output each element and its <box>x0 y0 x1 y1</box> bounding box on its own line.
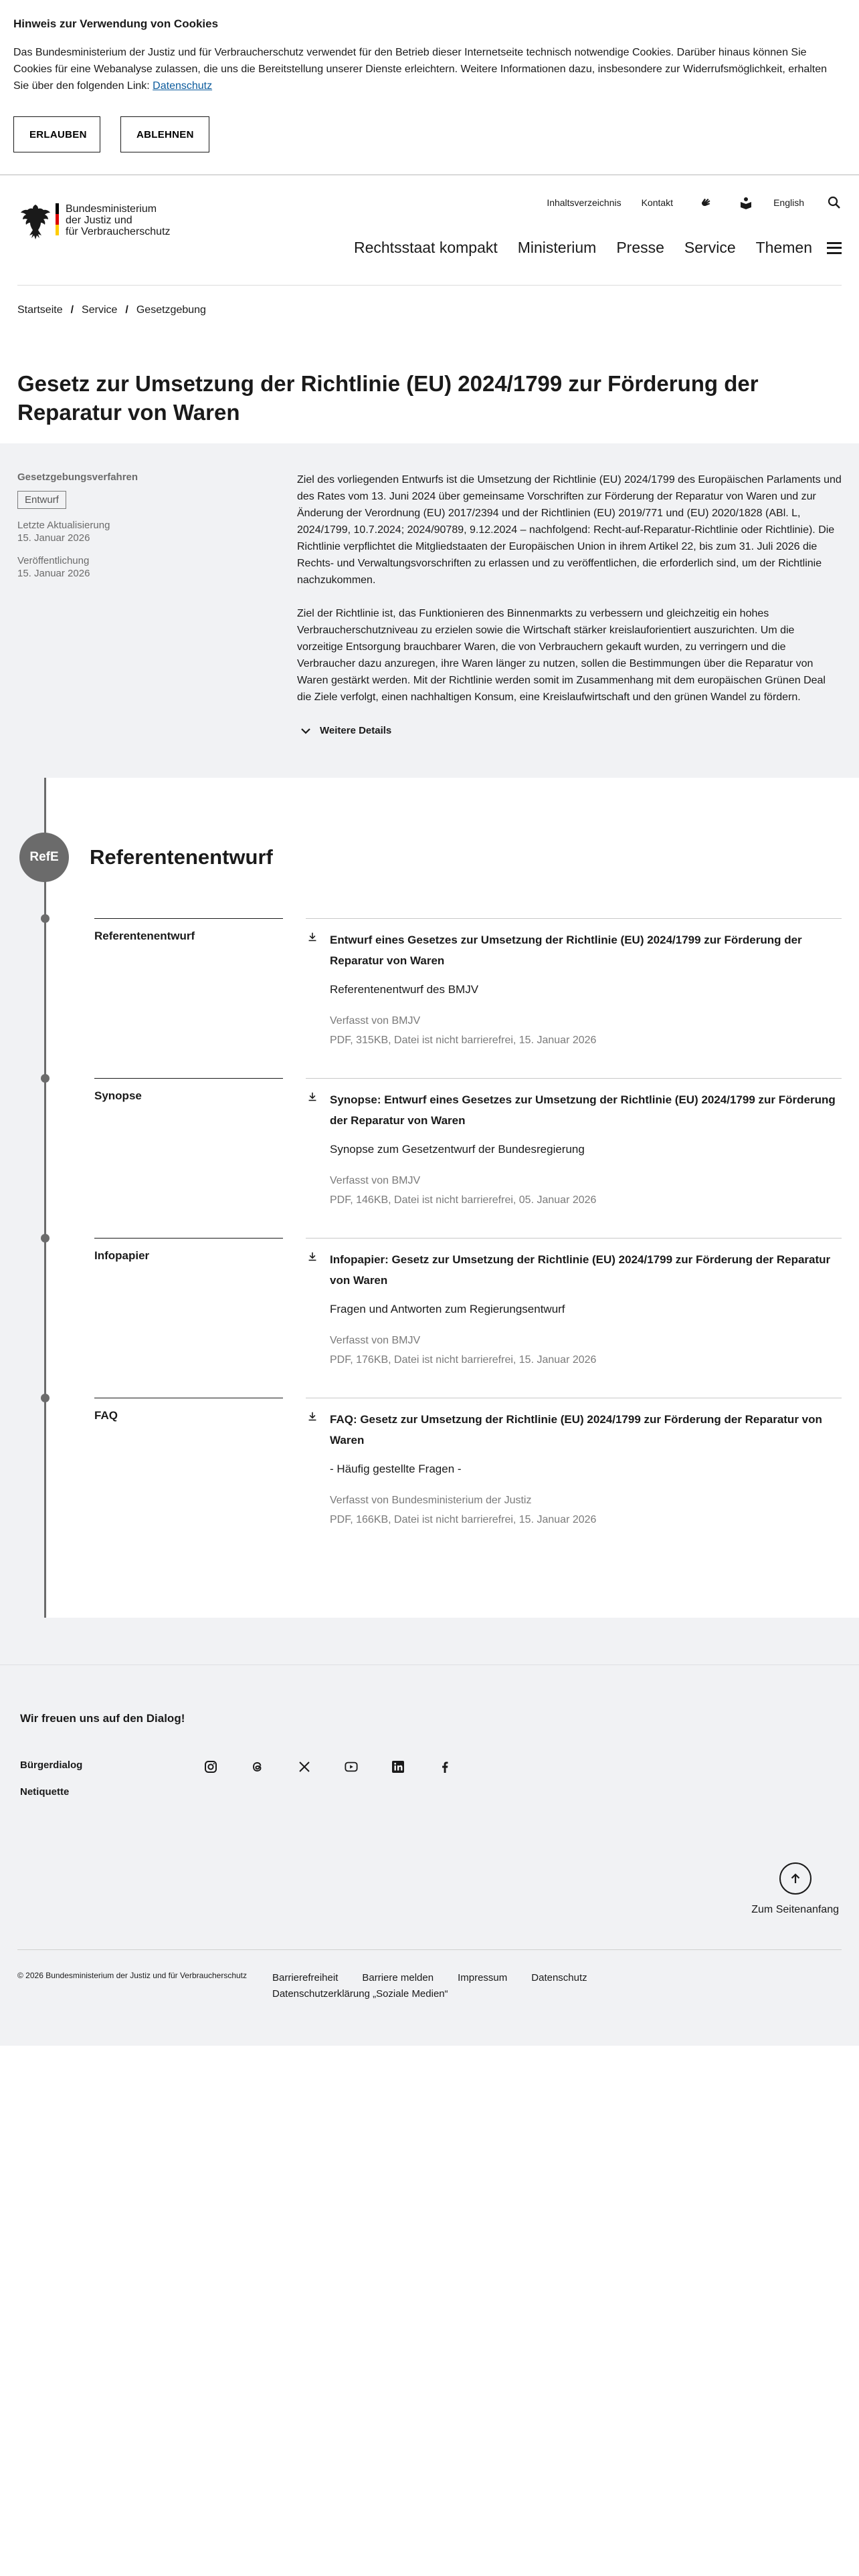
document-description: Referentenentwurf des BMJV <box>330 983 479 996</box>
social-media-links <box>204 1760 452 1806</box>
footer-link-datenschutz[interactable]: Datenschutz <box>531 1972 587 1983</box>
cookie-text: Das Bundesministerium der Justiz und für Verbraucherschutz verwendet für den Betrieb dieser Internetseite technisch notwendige Cookies. Darüber hinaus können Sie Cookies für eine Webanalyse zulassen, die uns die Bereitstellung unserer Dienste erleichtern. Weitere Informationen dazu, insbesondere zur Widerrufsmöglichkeit, erhalten Sie über den folgenden Link: Datenschutz <box>13 47 828 92</box>
site-footer <box>0 1665 859 2046</box>
timeline-dot <box>41 1234 50 1243</box>
meta-link-kontakt[interactable]: Kontakt <box>641 197 674 208</box>
document-entry <box>94 918 859 1078</box>
arrow-up-icon <box>779 1862 812 1895</box>
stage-badge: RefE <box>19 833 69 882</box>
description-paragraph-2: Ziel der Richtlinie ist, das Funktionieren des Binnenmarkts zu verbessern und gleichzeitig ein hohes Verbraucherschutzniveau zu erzielen sowie die Wirtschaft stärker kreislauforientiert auszurichten. Um die vorzeitige Entsorgung brauchbarer Waren, die von Verbrauchern gekauft wurden, zu verringern und die Verbraucher dazu anzuregen, ihre Waren länger zu nutzen, sollen die Bestimmungen über die Reparatur von Waren gestärkt werden. Mit der Richtlinie werden somit im Zusammenhang mit dem europäischen Grünen Deal die Ziele verfolgt, einen nachhaltigen Konsum, eine Kreislaufwirtschaft und den grünen Wandel zu fördern. <box>297 608 826 703</box>
document-description: - Häufig gestellte Fragen - <box>330 1463 462 1475</box>
cookie-title: Hinweis zur Verwendung von Cookies <box>13 17 219 30</box>
footer-link-social-media-privacy[interactable]: Datenschutzerklärung „Soziale Medien“ <box>272 1988 448 2000</box>
document-file-info: PDF, 166KB, Datei ist nicht barrierefrei, 15. Januar 2026 <box>330 1514 597 1525</box>
menu-icon[interactable] <box>827 242 842 254</box>
privacy-link[interactable]: Datenschutz <box>153 80 213 92</box>
language-switch-english[interactable]: English <box>773 197 804 208</box>
meta-navigation <box>527 195 842 210</box>
document-title: FAQ: Gesetz zur Umsetzung der Richtlinie (EU) 2024/1799 zur Förderung der Reparatur von Waren <box>330 1413 822 1446</box>
footer-dialog-links <box>20 1752 204 1806</box>
nav-presse[interactable]: Presse <box>616 239 664 256</box>
published-date: 15. Januar 2026 <box>17 568 90 579</box>
facebook-icon[interactable] <box>438 1760 452 1806</box>
document-entry <box>94 1078 859 1238</box>
sign-language-icon[interactable] <box>698 195 713 210</box>
document-download-link[interactable] <box>306 918 842 1078</box>
document-type: Synopse <box>94 1078 283 1238</box>
document-author: Verfasst von BMJV <box>330 1175 421 1186</box>
accept-cookies-button[interactable]: ERLAUBEN <box>13 116 100 152</box>
footer-link-netiquette[interactable]: Netiquette <box>20 1786 70 1798</box>
document-type: Referentenentwurf <box>94 918 283 1078</box>
published-label: Veröffentlichung <box>17 555 90 566</box>
document-download-link[interactable] <box>306 1078 842 1238</box>
site-header <box>17 175 842 286</box>
copyright: © 2026 Bundesministerium der Justiz und für Verbraucherschutz <box>17 1971 248 1980</box>
document-download-link[interactable] <box>306 1398 842 1558</box>
nav-themen[interactable]: Themen <box>755 239 812 256</box>
document-author: Verfasst von BMJV <box>330 1335 421 1346</box>
timeline <box>29 778 859 1618</box>
chevron-down-icon <box>301 728 310 734</box>
status-badge: Entwurf <box>17 491 66 509</box>
document-entry <box>94 1238 859 1398</box>
legal-links <box>272 1970 674 2002</box>
federal-eagle-icon <box>19 202 54 241</box>
document-entry <box>94 1398 859 1558</box>
threads-icon[interactable] <box>251 1760 264 1806</box>
procedure-info <box>0 443 859 778</box>
procedure-description <box>297 471 842 751</box>
timeline-section <box>0 778 859 1665</box>
footer-bottom <box>17 1949 842 2002</box>
meta-link-inhaltsverzeichnis[interactable]: Inhaltsverzeichnis <box>547 197 622 208</box>
download-icon <box>306 930 319 942</box>
download-icon <box>306 1089 319 1101</box>
page-title: Gesetz zur Umsetzung der Richtlinie (EU) 2024/1799 zur Förderung der Reparatur von Waren <box>17 371 759 425</box>
back-to-top-button[interactable]: Zum Seitenanfang <box>751 1862 839 1916</box>
nav-service[interactable]: Service <box>684 239 736 256</box>
document-download-link[interactable] <box>306 1238 842 1398</box>
download-icon <box>306 1249 319 1261</box>
footer-link-buergerdialog[interactable]: Bürgerdialog <box>20 1759 83 1771</box>
youtube-icon[interactable] <box>345 1760 358 1806</box>
nav-ministerium[interactable]: Ministerium <box>517 239 597 256</box>
description-paragraph-1: Ziel des vorliegenden Entwurfs ist die Umsetzung der Richtlinie (EU) 2024/1799 des Europäischen Parlaments und des Rates vom 13. Juni 2024 über gemeinsame Vorschriften zur Förderung der Reparatur von Waren und zur Änderung der Verordnung (EU) 2017/2394 und der Richtlinien (EU) 2019/771 und (EU) 2020/1828 (ABl. L, 2024/1799, 10.7.2024; 2024/90789, 9.12.2024 – nachfolgend: Recht-auf-Reparatur-Richtlinie oder Richtlinie). Die Richtlinie verpflichtet die Mitgliedstaaten der Europäischen Union in ihrem Artikel 22, bis zum 31. Juli 2026 die Rechts- und Verwaltungsvorschriften zu erlassen und zu veröffentlichen, die erforderlich sind, um der Richtlinie nachzukommen. <box>297 474 842 586</box>
timeline-dot <box>41 1074 50 1083</box>
document-description: Synopse zum Gesetzentwurf der Bundesregierung <box>330 1143 585 1156</box>
document-title: Synopse: Entwurf eines Gesetzes zur Umsetzung der Richtlinie (EU) 2024/1799 zur Förderung der Reparatur von Waren <box>330 1093 836 1127</box>
reject-cookies-button[interactable]: ABLEHNEN <box>120 116 209 152</box>
breadcrumb-service[interactable]: Service <box>82 304 118 316</box>
document-file-info: PDF, 315KB, Datei ist nicht barrierefrei, 15. Januar 2026 <box>330 1035 597 1046</box>
document-file-info: PDF, 176KB, Datei ist nicht barrierefrei, 15. Januar 2026 <box>330 1354 597 1366</box>
document-description: Fragen und Antworten zum Regierungsentwurf <box>330 1303 565 1315</box>
breadcrumb-startseite[interactable]: Startseite <box>17 304 63 316</box>
cookie-banner <box>0 0 859 175</box>
download-icon <box>306 1409 319 1421</box>
linkedin-icon[interactable] <box>391 1760 405 1806</box>
ministry-logo[interactable]: Bundesministerium der Justiz und für Verbraucherschutz <box>19 202 171 241</box>
document-file-info: PDF, 146KB, Datei ist nicht barrierefrei, 05. Januar 2026 <box>330 1194 597 1206</box>
easy-language-icon[interactable] <box>739 195 753 210</box>
procedure-meta <box>17 471 297 751</box>
x-twitter-icon[interactable] <box>298 1760 311 1806</box>
updated-date: 15. Januar 2026 <box>17 532 90 544</box>
main-navigation <box>334 239 842 257</box>
footer-link-impressum[interactable]: Impressum <box>458 1972 508 1983</box>
document-author: Verfasst von BMJV <box>330 1015 421 1027</box>
document-author: Verfasst von Bundesministerium der Justiz <box>330 1495 532 1506</box>
stage-heading: Referentenentwurf <box>90 845 273 869</box>
more-details-toggle[interactable]: Weitere Details <box>297 722 842 739</box>
flag-bar <box>56 203 59 235</box>
procedure-label: Gesetzgebungsverfahren <box>17 471 138 483</box>
document-type: Infopapier <box>94 1238 283 1398</box>
document-title: Infopapier: Gesetz zur Umsetzung der Richtlinie (EU) 2024/1799 zur Förderung der Reparatur von Waren <box>330 1253 831 1287</box>
footer-link-barriere-melden[interactable]: Barriere melden <box>362 1972 434 1983</box>
document-type: FAQ <box>94 1398 283 1558</box>
updated-label: Letzte Aktualisierung <box>17 520 110 531</box>
footer-link-barrierefreiheit[interactable]: Barrierefreiheit <box>272 1972 339 1983</box>
search-icon[interactable] <box>827 195 842 210</box>
timeline-dot <box>41 1394 50 1402</box>
instagram-icon[interactable] <box>204 1760 217 1806</box>
timeline-line <box>44 778 46 1618</box>
breadcrumb: Startseite / Service / Gesetzgebung <box>17 304 206 316</box>
timeline-dot <box>41 914 50 923</box>
breadcrumb-gesetzgebung[interactable]: Gesetzgebung <box>136 304 206 316</box>
footer-heading: Wir freuen uns auf den Dialog! <box>20 1712 185 1725</box>
document-title: Entwurf eines Gesetzes zur Umsetzung der Richtlinie (EU) 2024/1799 zur Förderung der Reparatur von Waren <box>330 934 802 967</box>
nav-rechtsstaat-kompakt[interactable]: Rechtsstaat kompakt <box>353 239 498 256</box>
